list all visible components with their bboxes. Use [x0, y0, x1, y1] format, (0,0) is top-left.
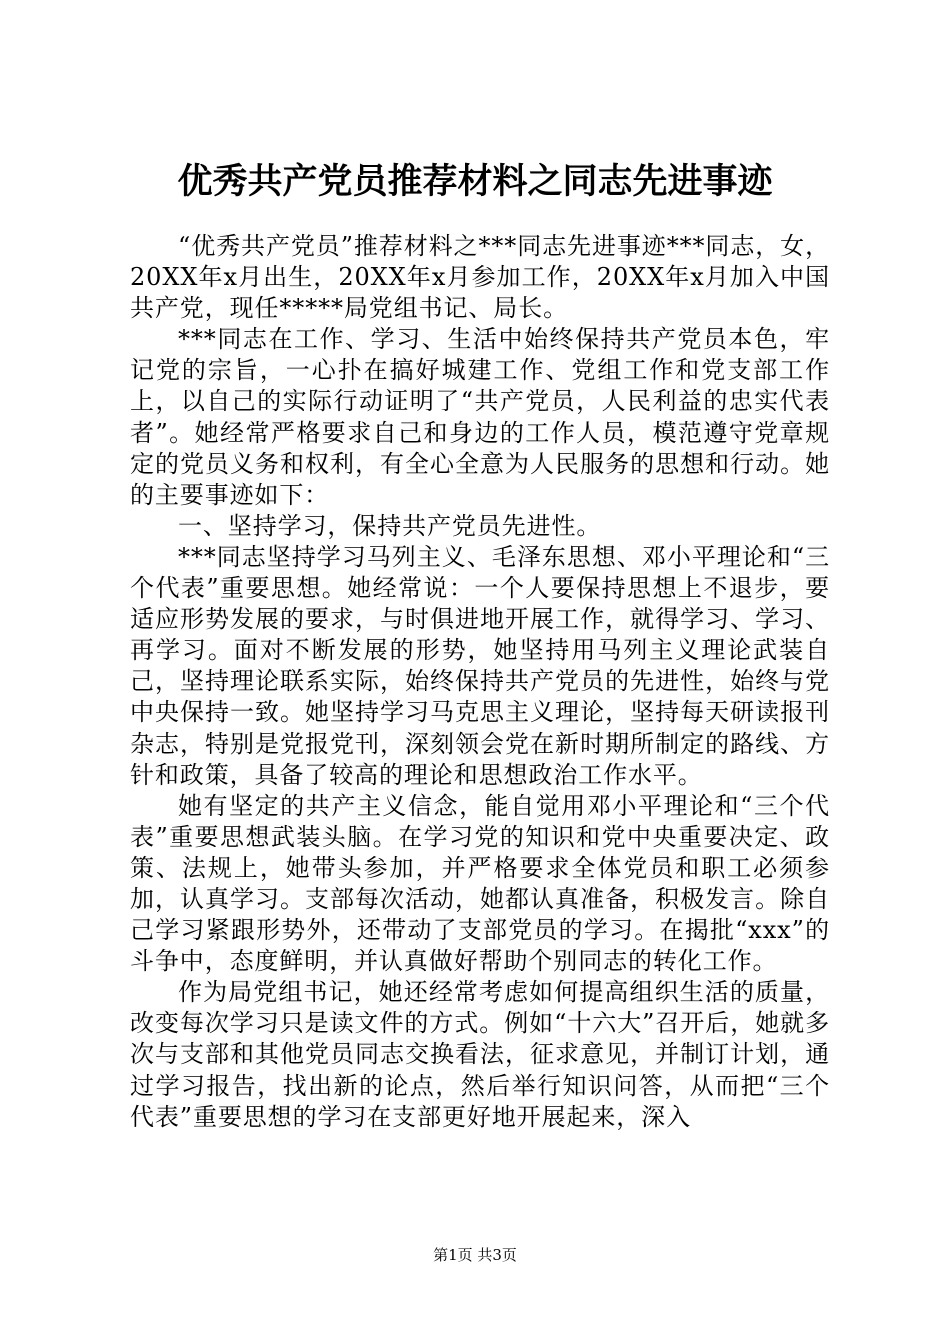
document-title: 优秀共产党员推荐材料之同志先进事迹	[177, 161, 773, 202]
section-heading-1: 一、坚持学习，保持共产党员先进性。	[178, 511, 602, 540]
paragraph-study: ***同志坚持学习马列主义、毛泽东思想、邓小平理论和“三个代表”重要思想。她经常说：一个人要保持思想上不退步，要适应形势发展的要求，与时俱进地开展工作，就得学习、学习、再学习。面对不断发展的形势，她坚持用马列主义理论武装自己，坚持理论联系实际，始终保持共产党员的先进性，始终与党中央保持一致。她坚持学习马克思主义理论，坚持每天研读报刊杂志，特别是党报党刊，深刻领会党在新时期所制定的路线、方针和政策，具备了较高的理论和思想政治工作水平。	[130, 542, 830, 789]
paragraph-intro: “优秀共产党员”推荐材料之***同志先进事迹***同志，女，20XX年x月出生，20XX年x月参加工作，20XX年x月加入中国共产党，现任*****局党组书记、局长。	[130, 232, 830, 323]
document-body	[130, 231, 830, 1133]
page-footer: 第1页 共3页	[433, 1246, 517, 1264]
paragraph-overview: ***同志在工作、学习、生活中始终保持共产党员本色，牢记党的宗旨，一心扑在搞好城建工作、党组工作和党支部工作上，以自己的实际行动证明了“共产党员，人民利益的忠实代表者”。她经常严格要求自己和身边的工作人员，模范遵守党章规定的党员义务和权利，有全心全意为人民服务的思想和行动。她的主要事迹如下：	[130, 325, 830, 509]
paragraph-organization: 作为局党组书记，她还经常考虑如何提高组织生活的质量，改变每次学习只是读文件的方式。例如“十六大”召开后，她就多次与支部和其他党员同志交换看法，征求意见，并制订计划，通过学习报告，找出新的论点，然后举行知识问答，从而把“三个代表”重要思想的学习在支部更好地开展起来，深入	[130, 978, 830, 1131]
paragraph-belief: 她有坚定的共产主义信念，能自觉用邓小平理论和“三个代表”重要思想武装头脑。在学习党的知识和党中央重要决定、政策、法规上，她带头参加，并严格要求全体党员和职工必须参加，认真学习。支部每次活动，她都认真准备，积极发言。除自己学习紧跟形势外，还带动了支部党员的学习。在揭批“xxx”的斗争中，态度鲜明，并认真做好帮助个别同志的转化工作。	[130, 791, 830, 976]
